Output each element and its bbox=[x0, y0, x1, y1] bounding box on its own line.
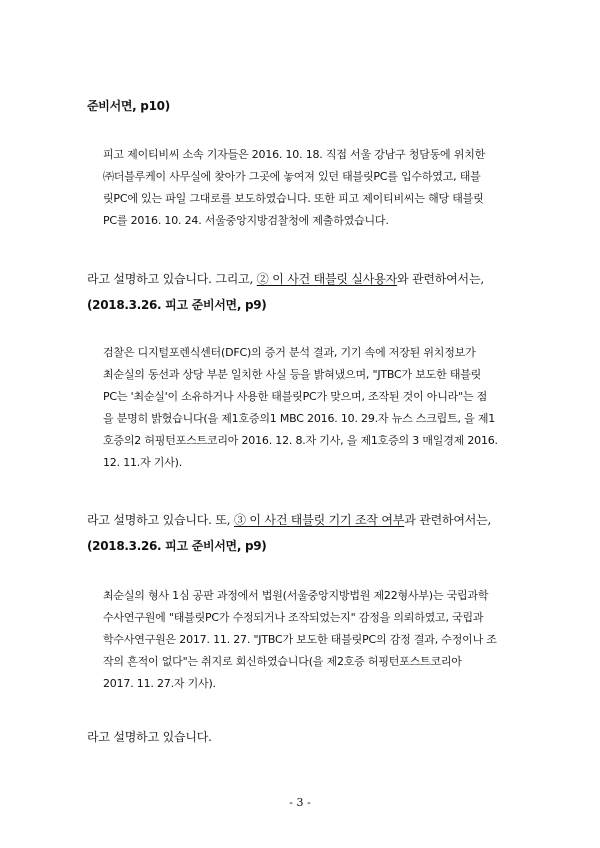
page-number: - 3 - bbox=[289, 796, 311, 809]
quote-1-line-1: 피고 제이티비씨 소속 기자들은 2016. 10. 18. 직접 서울 강남구 청담동에 위치한 bbox=[103, 148, 486, 161]
section-heading-3: (2018.3.26. 피고 준비서면, p9) bbox=[87, 539, 267, 553]
narration-3: 라고 설명하고 있습니다. bbox=[87, 730, 212, 744]
quote-2-line-5: 호증의2 허핑턴포스트코리아 2016. 12. 8.자 기사, 을 제1호증의 3 매일경제 2016. bbox=[103, 434, 498, 447]
quote-1-line-4: PC를 2016. 10. 24. 서울중앙지방검찰청에 제출하였습니다. bbox=[103, 214, 389, 227]
quote-1-line-3: 릿PC에 있는 파일 그대로를 보도하였습니다. 또한 피고 제이티비씨는 해당 태블릿 bbox=[103, 192, 484, 205]
narration-1-post: 와 관련하여서는, bbox=[396, 272, 484, 286]
quote-3-line-3: 학수사연구원은 2017. 11. 27. "JTBC가 보도한 태블릿PC의 감정 결과, 수정이나 조 bbox=[103, 633, 497, 646]
narration-1 bbox=[87, 270, 527, 287]
quote-3-line-4: 작의 흔적이 없다"는 취지로 회신하였습니다(을 제2호증 허핑턴포스트코리아 bbox=[103, 655, 462, 668]
quote-2-line-3: PC는 '최순실'이 소유하거나 사용한 태블릿PC가 맞으며, 조작된 것이 아니라"는 점 bbox=[103, 390, 488, 403]
quote-3-line-5: 2017. 11. 27.자 기사). bbox=[103, 677, 216, 690]
quote-3-line-2: 수사연구원에 "태블릿PC가 수정되거나 조작되었는지" 감정을 의뢰하였고, 국립과 bbox=[103, 611, 484, 624]
quote-3-line-1: 최순실의 형사 1심 공판 과정에서 법원(서울중앙지방법원 제22형사부)는 국립과학 bbox=[103, 589, 489, 602]
quote-2-line-4: 을 분명히 밝혔습니다(을 제1호증의1 MBC 2016. 10. 29.자 뉴스 스크립트, 을 제1 bbox=[103, 412, 496, 425]
narration-2-pre: 라고 설명하고 있습니다. 또, bbox=[87, 513, 234, 527]
quote-2-line-1: 검찰은 디지털포렌식센터(DFC)의 증거 분석 결과, 기기 속에 저장된 위치정보가 bbox=[103, 346, 476, 359]
quote-block-1 bbox=[103, 144, 513, 232]
narration-2-underlined: ③ 이 사건 태블릿 기기 조작 여부 bbox=[234, 513, 405, 527]
quote-2-line-2: 최순실의 동선과 상당 부분 일치한 사실 등을 밝혀냈으며, "JTBC가 보도한 태블릿 bbox=[103, 368, 482, 381]
narration-1-pre: 라고 설명하고 있습니다. 그리고, bbox=[87, 272, 257, 286]
quote-block-3 bbox=[103, 585, 513, 695]
section-heading-2: (2018.3.26. 피고 준비서면, p9) bbox=[87, 298, 267, 312]
quote-1-line-2: ㈜더블루케이 사무실에 찾아가 그곳에 놓여져 있던 태블릿PC를 입수하였고, 태블 bbox=[103, 170, 481, 183]
quote-block-2 bbox=[103, 342, 513, 474]
narration-1-underlined: ② 이 사건 태블릿 실사용자 bbox=[256, 272, 397, 286]
quote-2-line-6: 12. 11.자 기사). bbox=[103, 456, 183, 469]
section-heading-1: 준비서면, p10) bbox=[87, 99, 170, 113]
narration-2 bbox=[87, 511, 527, 528]
narration-2-post: 과 관련하여서는, bbox=[404, 513, 492, 527]
